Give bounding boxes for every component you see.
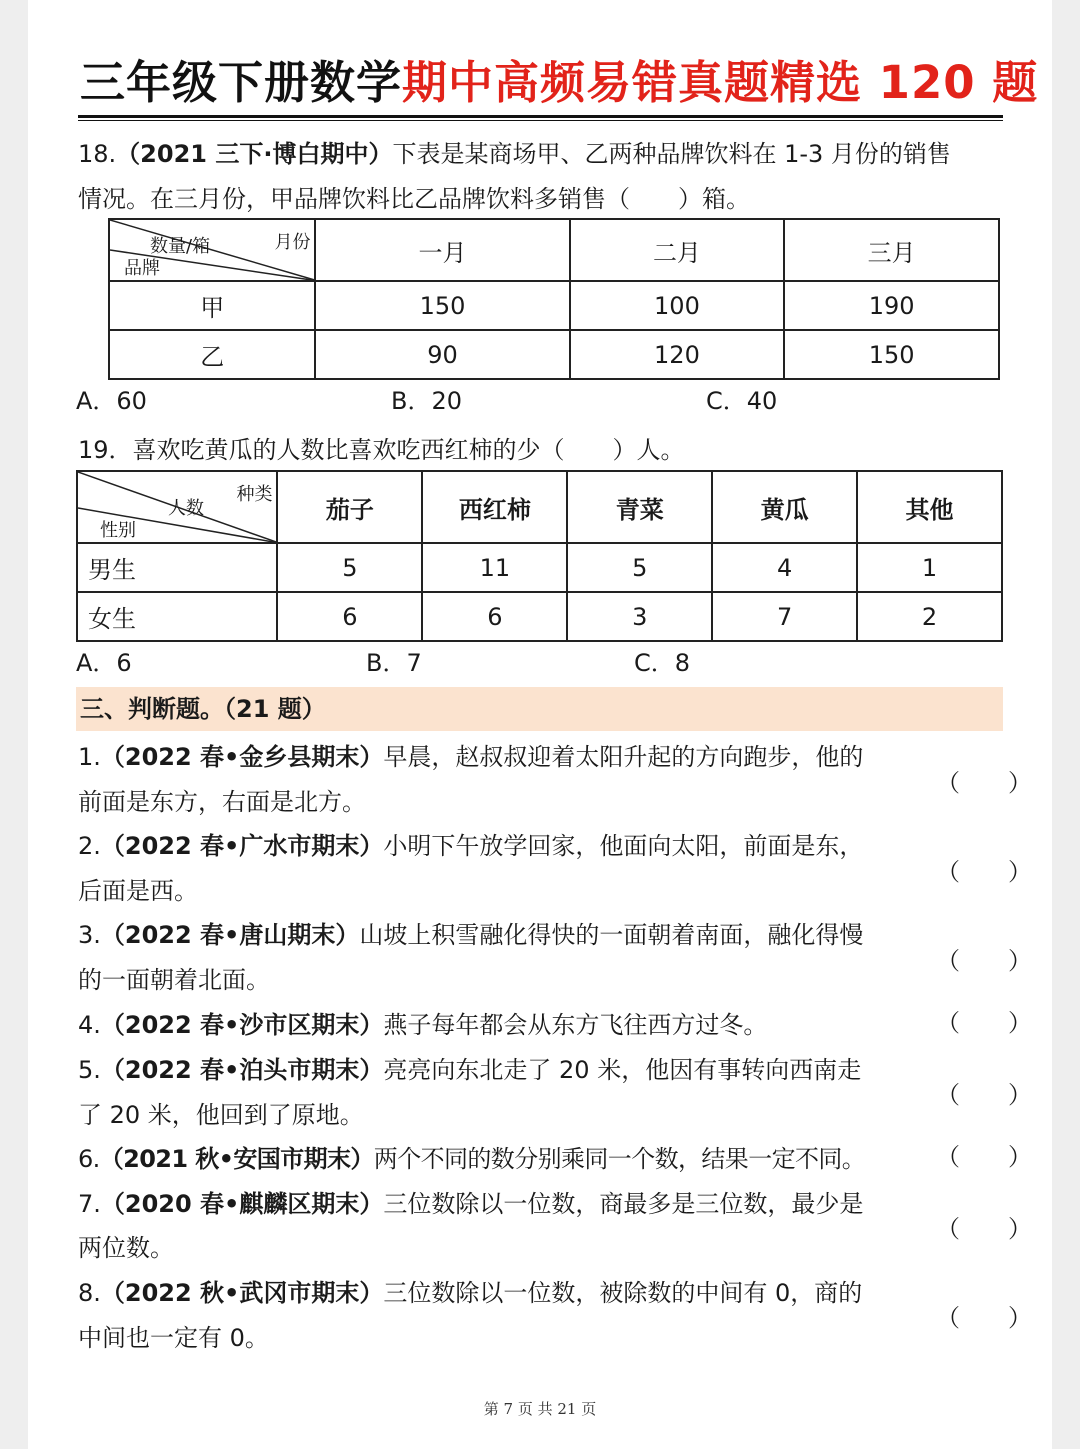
judge-7-answer-blank: （ ）: [936, 1215, 1032, 1243]
judge-3-answer-blank: （ ）: [936, 947, 1032, 975]
q18-corner-top: 月份: [274, 232, 311, 253]
q19-option-b: B．7: [366, 649, 422, 677]
judge-2-line2: 后面是西。: [78, 877, 198, 905]
title-red-part: 期中高频易错真题精选 120 题: [402, 56, 1039, 109]
page-title: [80, 52, 1039, 114]
judge-1-answer-blank: （ ）: [936, 769, 1032, 797]
q19-cell: 5: [567, 543, 712, 592]
section-heading-judgement: 三、判断题。（21 题）: [76, 687, 1003, 731]
q19-col-header: 西红柿: [422, 471, 567, 543]
judge-text: 燕子每年都会从东方飞往西方过冬。: [383, 1011, 768, 1039]
judge-source: （2022 秋•武冈市期末）: [100, 1279, 384, 1307]
q18-cell: 120: [570, 330, 785, 379]
q18-corner-mid: 数量/箱: [150, 236, 211, 257]
judge-2-line1: [78, 824, 863, 868]
title-rule-thin: [78, 120, 1003, 121]
document-page: [28, 0, 1052, 1449]
q18-col-header: 一月: [315, 219, 569, 281]
q19-option-a: A．6: [76, 649, 132, 677]
judge-5-line2: 了 20 米，他回到了原地。: [78, 1101, 364, 1129]
q19-row-label: 男生: [77, 543, 277, 592]
q19-cell: 6: [422, 592, 567, 641]
q19-row-girls: [77, 592, 1002, 641]
judge-5-answer-blank: （ ）: [936, 1081, 1032, 1109]
q19-corner-top: 种类: [236, 484, 273, 505]
q18-cell: 90: [315, 330, 569, 379]
q18-table: [108, 218, 1000, 380]
judge-num: 6.: [78, 1145, 100, 1173]
q19-col-header: 青菜: [567, 471, 712, 543]
q18-number: 18.: [78, 140, 117, 168]
page-footer: 第 7 页 共 21 页: [483, 1400, 597, 1418]
q18-row-jia: [109, 281, 999, 330]
q19-cell: 5: [277, 543, 422, 592]
q19-option-c: C．8: [634, 649, 691, 677]
judge-6-answer-blank: （ ）: [936, 1143, 1032, 1171]
judge-text: 三位数除以一位数，被除数的中间有 0，商的: [383, 1279, 863, 1307]
judge-source: （2020 春•麒麟区期末）: [100, 1190, 384, 1218]
judge-1-line1: [78, 735, 863, 779]
judge-num: 2.: [78, 832, 101, 860]
q18-cell: 150: [315, 281, 569, 330]
q18-line1: [78, 132, 951, 176]
judge-source: （2022 春•广水市期末）: [100, 832, 384, 860]
judge-text: 三位数除以一位数，商最多是三位数，最少是: [383, 1190, 864, 1218]
judge-8-line1: [78, 1271, 862, 1315]
judge-7-line1: [78, 1182, 863, 1226]
judge-source: （2022 春•泊头市期末）: [100, 1056, 384, 1084]
judge-text: 早晨，赵叔叔迎着太阳升起的方向跑步，他的: [383, 743, 864, 771]
q19-col-header: 茄子: [277, 471, 422, 543]
q18-corner-cell: [109, 219, 315, 281]
q19-corner-bottom: 性别: [100, 520, 136, 541]
q19-col-header: 其他: [857, 471, 1002, 543]
q19-cell: 11: [422, 543, 567, 592]
q19-row-boys: [77, 543, 1002, 592]
q19-text: 19．喜欢吃黄瓜的人数比喜欢吃西红柿的少（ ）人。: [78, 436, 685, 464]
judge-3-line1: [78, 913, 863, 957]
judge-num: 7.: [78, 1190, 101, 1218]
q19-corner-mid: 人数: [168, 498, 204, 519]
q19-cell: 7: [712, 592, 857, 641]
q19-col-header: 黄瓜: [712, 471, 857, 543]
q18-col-header: 二月: [570, 219, 785, 281]
q18-cell: 150: [784, 330, 999, 379]
q19-header-row: [77, 471, 1002, 543]
q19-cell: 4: [712, 543, 857, 592]
judge-source: （2022 春•唐山期末）: [100, 921, 360, 949]
judge-2-answer-blank: （ ）: [936, 858, 1032, 886]
q18-header-row: [109, 219, 999, 281]
judge-5-line1: [78, 1048, 861, 1092]
q18-option-c: C．40: [706, 387, 778, 415]
judge-source: （2022 春•金乡县期末）: [100, 743, 384, 771]
judge-text: 山坡上积雪融化得快的一面朝着南面，融化得慢: [359, 921, 864, 949]
q18-col-header: 三月: [784, 219, 999, 281]
judge-7-line2: 两位数。: [78, 1234, 174, 1262]
judge-8-answer-blank: （ ）: [936, 1304, 1032, 1332]
q18-source: （2021 三下·博白期中）: [116, 140, 393, 168]
judge-3-line2: 的一面朝着北面。: [78, 966, 270, 994]
judge-4-answer-blank: （ ）: [936, 1009, 1032, 1037]
q18-row-yi: [109, 330, 999, 379]
judge-8-line2: 中间也一定有 0。: [78, 1324, 269, 1352]
q19-cell: 6: [277, 592, 422, 641]
judge-1-line2: 前面是东方，右面是北方。: [78, 788, 366, 816]
judge-num: 3.: [78, 921, 101, 949]
judge-num: 4.: [78, 1011, 101, 1039]
q18-cell: 100: [570, 281, 785, 330]
q18-row-label: 甲: [109, 281, 315, 330]
q19-table: [76, 470, 1003, 642]
judge-text: 亮亮向东北走了 20 米，他因有事转向西南走: [383, 1056, 862, 1084]
q18-corner-bottom: 品牌: [124, 258, 160, 279]
q19-cell: 1: [857, 543, 1002, 592]
judge-num: 5.: [78, 1056, 101, 1084]
judge-num: 8.: [78, 1279, 101, 1307]
q18-option-a: A．60: [76, 387, 147, 415]
judge-text: 两个不同的数分别乘同一个数，结果一定不同。: [373, 1145, 866, 1173]
q18-cell: 190: [784, 281, 999, 330]
judge-6-line1: [78, 1137, 865, 1181]
judge-source: （2021 秋•安国市期末）: [99, 1145, 374, 1173]
q19-row-label: 女生: [77, 592, 277, 641]
judge-num: 1.: [78, 743, 101, 771]
judge-4-line1: [78, 1003, 767, 1047]
title-black-part: 三年级下册数学: [80, 56, 403, 109]
q18-text-1: 下表是某商场甲、乙两种品牌饮料在 1-3 月份的销售: [392, 140, 951, 168]
q19-corner-cell: [77, 471, 277, 543]
judge-text: 小明下午放学回家，他面向太阳，前面是东，: [383, 832, 864, 860]
q19-cell: 3: [567, 592, 712, 641]
title-rule-thick: [78, 115, 1003, 118]
judge-source: （2022 春•沙市区期末）: [100, 1011, 384, 1039]
q18-row-label: 乙: [109, 330, 315, 379]
q18-option-b: B．20: [391, 387, 463, 415]
q18-line2: 情况。在三月份，甲品牌饮料比乙品牌饮料多销售（ ）箱。: [78, 185, 750, 213]
q19-cell: 2: [857, 592, 1002, 641]
